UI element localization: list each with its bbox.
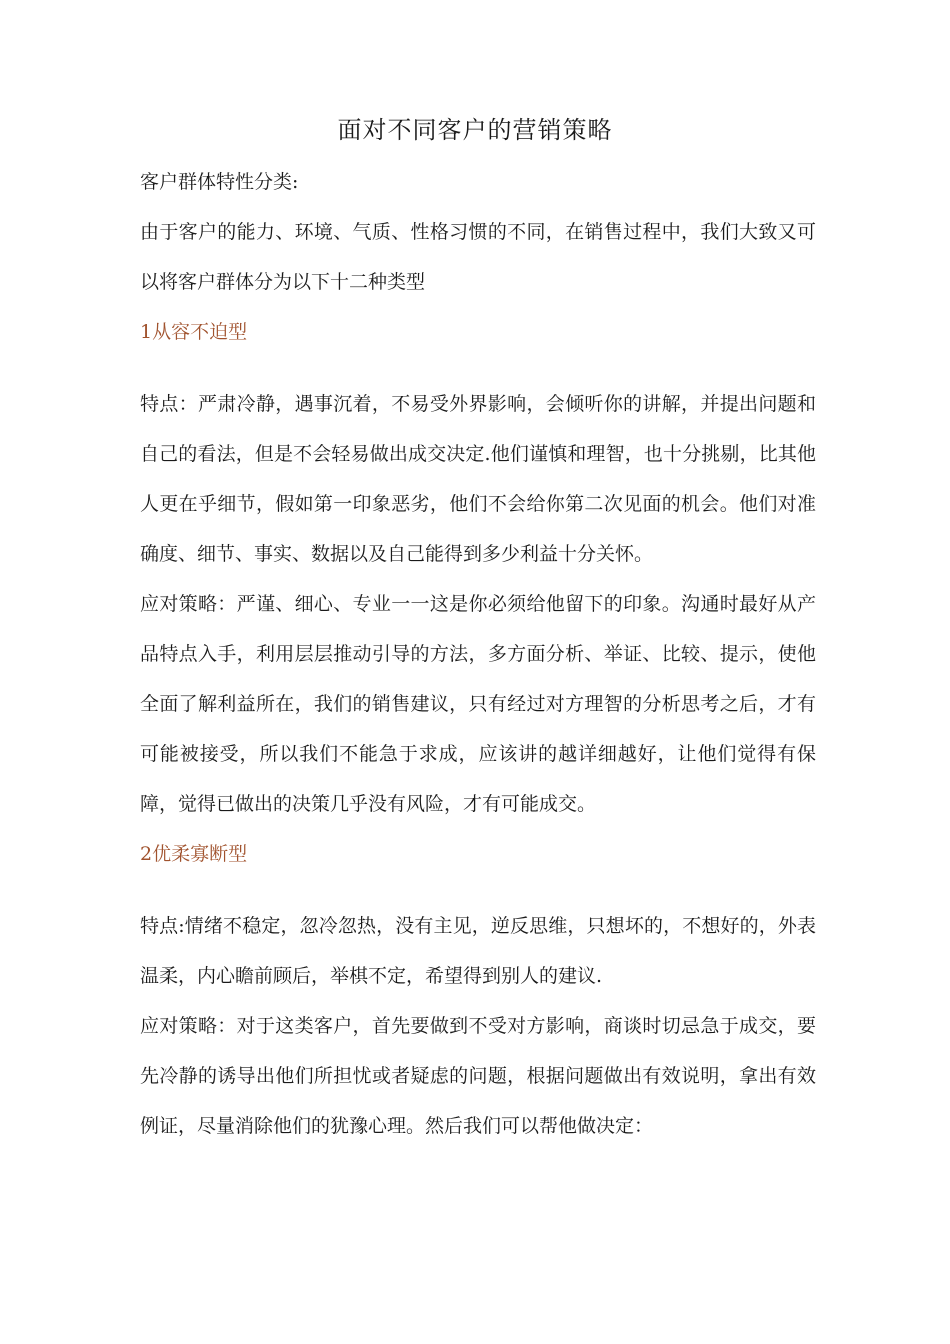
document-body (140, 157, 816, 1151)
section-heading-1: 1从容不迫型 (140, 321, 248, 343)
section-2-traits: 特点:情绪不稳定，忽冷忽热，没有主见，逆反思维，只想坏的，不想好的，外表温柔，内心瞻前顾后，举棋不定，希望得到别人的建议. (140, 915, 816, 987)
section-spacer (140, 357, 816, 379)
section-1-traits: 特点：严肃冷静，遇事沉着，不易受外界影响，会倾听你的讲解，并提出问题和自己的看法，但是不会轻易做出成交决定.他们谨慎和理智，也十分挑剔，比其他人更在乎细节，假如第一印象恶劣，他们不会给你第二次见面的机会。他们对准确度、细节、事实、数据以及自己能得到多少利益十分关怀。 (140, 393, 816, 565)
intro-paragraph: 由于客户的能力、环境、气质、性格习惯的不同，在销售过程中，我们大致又可以将客户群体分为以下十二种类型 (140, 221, 816, 293)
section-1-strategy: 应对策略：严谨、细心、专业一一这是你必须给他留下的印象。沟通时最好从产品特点入手，利用层层推动引导的方法，多方面分析、举证、比较、提示，使他全面了解利益所在，我们的销售建议，只有经过对方理智的分析思考之后，才有可能被接受，所以我们不能急于求成，应该讲的越详细越好，让他们觉得有保障，觉得已做出的决策几乎没有风险，才有可能成交。 (140, 593, 816, 815)
intro-label: 客户群体特性分类: (140, 171, 299, 193)
section-spacer (140, 879, 816, 901)
section-heading-2: 2优柔寡断型 (140, 843, 248, 865)
section-2-strategy: 应对策略：对于这类客户，首先要做到不受对方影响，商谈时切忌急于成交，要先冷静的诱导出他们所担忧或者疑虑的问题，根据问题做出有效说明，拿出有效例证，尽量消除他们的犹豫心理。然后我们可以帮他做决定： (140, 1015, 816, 1137)
document-title: 面对不同客户的营销策略 (337, 116, 613, 144)
